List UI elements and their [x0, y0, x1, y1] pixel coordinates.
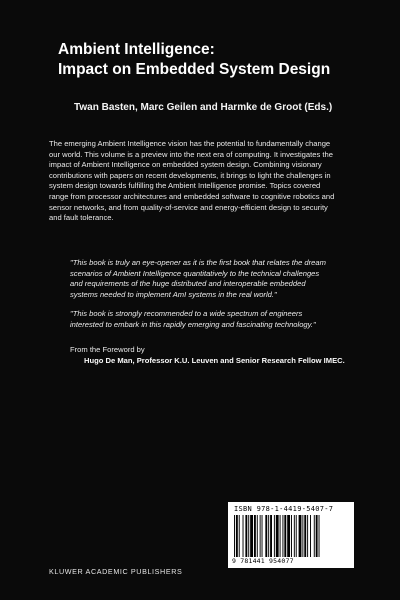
barcode-bar [276, 515, 279, 557]
quote-line: scenarios of Ambient Intelligence quantitatively to the technical challenges [70, 268, 320, 278]
barcode-bar [268, 515, 269, 557]
barcode-bar [265, 515, 267, 557]
barcode-bars [234, 515, 348, 557]
description-line: and fault tolerance. [49, 213, 114, 223]
description-line: system design towards fulfilling the Ambient Intelligence promise. Topics covered [49, 181, 321, 191]
endorsement-quote-1 [70, 258, 360, 300]
description-line: range from processor architectures and embedded software to cognitive robotics and [49, 191, 335, 201]
barcode-bar [280, 515, 281, 557]
book-title [58, 40, 368, 80]
barcode-bar [294, 515, 295, 557]
description-line: sensor networks, and from quality-of-service and energy-efficient design to security [49, 202, 328, 212]
barcode-bar [319, 515, 320, 557]
title-line: Impact on Embedded System Design [58, 61, 331, 78]
description-line: our world. This volume is a preview into the next era of computing. It investigates the [49, 149, 333, 159]
barcode-bar [245, 515, 247, 557]
barcode-bar [236, 515, 238, 557]
description-line: contributions with papers on recent developments, it brings to light the challenges in [49, 170, 331, 180]
barcode-bar [254, 515, 256, 557]
barcode-bar [262, 515, 263, 557]
barcode-bar [260, 515, 261, 557]
barcode-bar [287, 515, 290, 557]
barcode-bar [299, 515, 302, 557]
barcode-bar [282, 515, 283, 557]
barcode-bar [243, 515, 244, 557]
foreword-from: From the Foreword by [70, 345, 145, 354]
quote-line: "This book is truly an eye-opener as it is the first book that relates the dream [70, 258, 326, 267]
description-line: impact of Ambient Intelligence on embedded system design. Combining visionary [49, 160, 322, 170]
barcode-bar [307, 515, 308, 557]
quote-line: and requirements of the huge distributed and interoperable embedded [70, 279, 306, 289]
title-line: Ambient Intelligence: [58, 41, 215, 58]
book-description [49, 139, 359, 224]
quote-line: "This book is strongly recommended to a wide spectrum of engineers [70, 309, 303, 318]
barcode-bar [239, 515, 240, 557]
barcode-bar [270, 515, 272, 557]
quote-line: systems needed to implement AmI systems in the real world." [70, 289, 277, 299]
barcode-bar [314, 515, 315, 557]
editors: Twan Basten, Marc Geilen and Harmke de Groot (Eds.) [74, 102, 333, 113]
barcode-bar [302, 515, 303, 557]
barcode-bar [304, 515, 306, 557]
barcode-bar [248, 515, 249, 557]
barcode-bar [284, 515, 286, 557]
barcode-bar [310, 515, 311, 557]
barcode-bar [291, 515, 292, 557]
quote-line: interested to embark in this rapidly emerging and fascinating technology." [70, 319, 316, 329]
barcode-bar [296, 515, 297, 557]
barcode-bar [316, 515, 318, 557]
barcode-bar [234, 515, 235, 557]
description-line: The emerging Ambient Intelligence vision has the potential to fundamentally change [49, 139, 331, 148]
barcode-number: 9 781441 954077 [232, 557, 294, 565]
foreword-author: Hugo De Man, Professor K.U. Leuven and Senior Research Fellow IMEC. [84, 355, 345, 365]
barcode-bar [257, 515, 258, 557]
barcode-bar [250, 515, 253, 557]
isbn-text: ISBN 978-1-4419-5407-7 [234, 505, 334, 513]
barcode-bar [274, 515, 275, 557]
endorsement-quote-2 [70, 309, 360, 330]
foreword-attribution [70, 345, 370, 366]
isbn-barcode [228, 502, 354, 568]
publisher-name: KLUWER ACADEMIC PUBLISHERS [49, 567, 183, 576]
